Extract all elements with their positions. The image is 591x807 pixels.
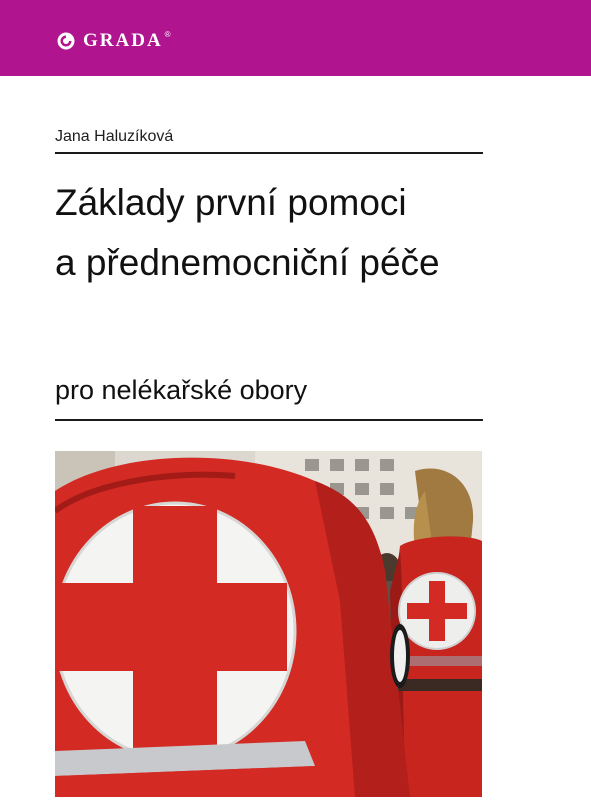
cover-photo bbox=[55, 451, 482, 797]
grada-logo-icon bbox=[57, 32, 75, 50]
publisher-band bbox=[0, 0, 591, 76]
registered-mark: ® bbox=[164, 30, 171, 39]
divider-bottom bbox=[55, 419, 483, 421]
publisher-logo bbox=[57, 30, 171, 52]
title-line-1: Základy první pomoci bbox=[55, 182, 407, 223]
author-name: Jana Haluzíková bbox=[55, 128, 174, 145]
red-cross-jackets-photo-icon bbox=[55, 451, 482, 797]
book-subtitle: pro nelékařské obory bbox=[55, 375, 308, 405]
title-line-2: a přednemocniční péče bbox=[55, 242, 440, 283]
divider-top bbox=[55, 152, 483, 154]
publisher-name: GRADA bbox=[83, 30, 163, 51]
book-title bbox=[55, 173, 555, 293]
